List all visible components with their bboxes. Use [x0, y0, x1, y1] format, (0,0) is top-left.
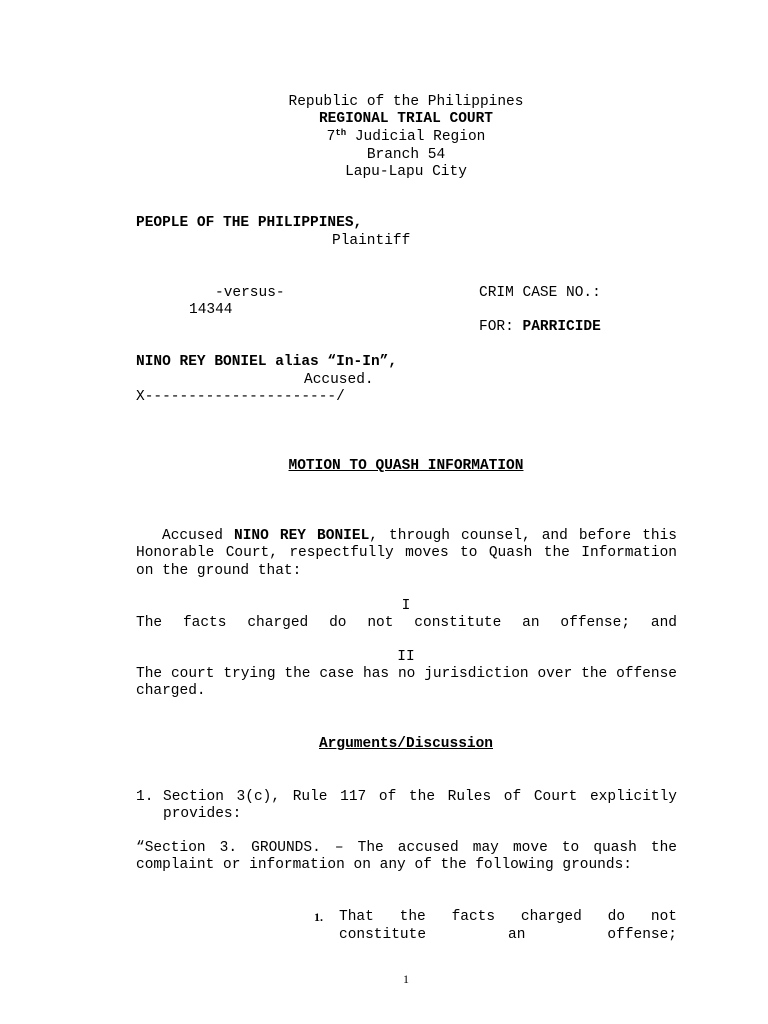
item1-number: 1.: [136, 789, 154, 805]
for-label: FOR:: [479, 319, 514, 335]
ground-text-2: The court trying the case has no jurisdiction over the offense charged.: [136, 666, 677, 700]
header-branch: Branch 54: [366, 147, 446, 163]
region-superscript: th: [335, 128, 347, 138]
accused-name-inline: NINO REY BONIEL: [234, 528, 370, 544]
plaintiff-role: Plaintiff: [332, 233, 411, 249]
accused-role: Accused.: [304, 372, 374, 388]
case-no-label: CRIM CASE NO.:: [479, 285, 601, 301]
ground-numeral-1: I: [401, 598, 411, 614]
header-court: REGIONAL TRIAL COURT: [318, 111, 494, 127]
arguments-heading: Arguments/Discussion: [318, 736, 494, 752]
case-no: 14344: [189, 302, 233, 318]
subitem-number: 1.: [314, 910, 323, 924]
ground-text-1: The facts charged do not constitute an offense; and: [136, 615, 677, 631]
plaintiff-name: PEOPLE OF THE PHILIPPINES,: [136, 215, 363, 231]
header-city: Lapu-Lapu City: [345, 164, 467, 180]
offense: PARRICIDE: [522, 319, 601, 335]
item1-text: Section 3(c), Rule 117 of the Rules of Court explicitly provides:: [163, 789, 677, 823]
offense-line: [479, 319, 601, 336]
page-number: 1: [403, 972, 409, 986]
ground-numeral-2: II: [397, 649, 415, 665]
header-republic: Republic of the Philippines: [288, 94, 524, 110]
subitem-line2: constitute an offense;: [339, 927, 677, 943]
caption-separator: X----------------------/: [136, 389, 345, 405]
intro-paragraph: Accused NINO REY BONIEL, through counsel, and before this Honorable Court, respectfully moves to Quash the Information on the ground that:: [136, 528, 677, 579]
motion-title: MOTION TO QUASH INFORMATION: [288, 458, 524, 474]
quote-paragraph: “Section 3. GROUNDS. – The accused may move to quash the complaint or information on any of the following grounds:: [136, 840, 677, 874]
versus: -versus-: [215, 285, 285, 301]
subitem-line1: That the facts charged do not: [339, 909, 677, 925]
header-region: 7th Judicial Region: [326, 128, 486, 145]
accused-name: NINO REY BONIEL alias “In-In”,: [136, 354, 398, 370]
